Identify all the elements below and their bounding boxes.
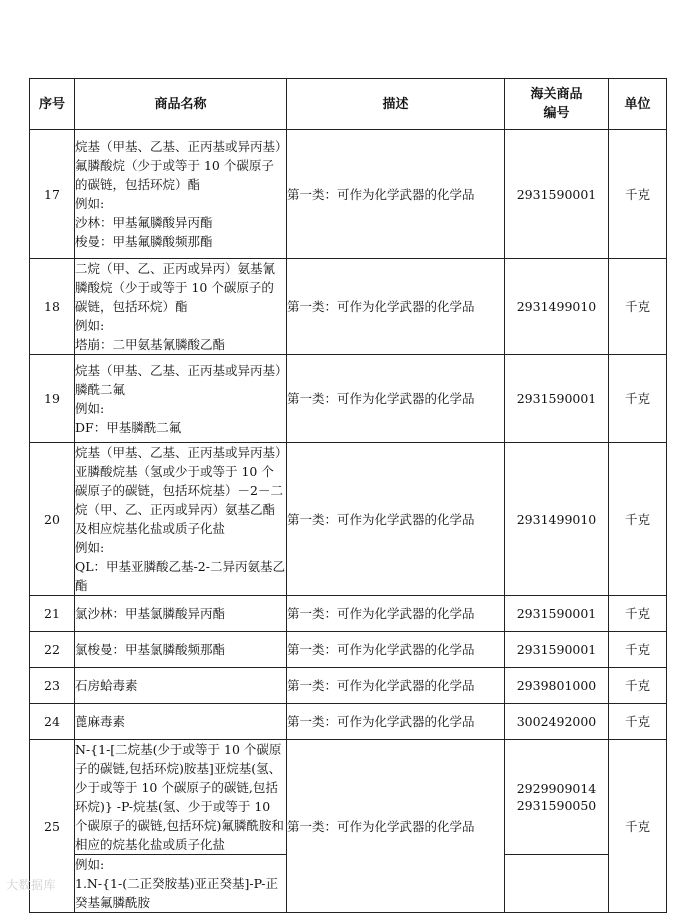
name-line: 例如: [75,196,105,211]
row-unit: 千克 [609,355,667,443]
table-row [30,704,667,740]
row-description: 第一类：可作为化学武器的化学品 [287,596,505,632]
row-index: 19 [30,355,75,443]
row-name [75,740,287,855]
header-name: 商品名称 [75,79,287,130]
name-line: DF：甲基膦酰二氟 [75,419,182,435]
row-description: 第一类：可作为化学武器的化学品 [287,355,505,443]
row-code: 2931499010 [505,443,609,596]
table-row [30,668,667,704]
name-line: 二烷（甲、乙、正丙或异丙）氨基氰膦酸烷（少于或等于 10 个碳原子的碳链，包括环烷）酯 [75,261,276,314]
name-line: 烷基（甲基、乙基、正丙基或异丙基）亚膦酸烷基（氢或少于或等于 10 个碳原子的碳链，包括环烷基）－2－二烷（甲、乙、正丙或异丙）氨基乙酯及相应烷基化盐或质子化盐 [75,445,283,536]
name-line: 例如: [75,400,105,416]
row-name [75,596,287,632]
table-row [30,259,667,355]
name-line: 例如: [75,540,105,555]
row-name [75,704,287,740]
row-code: 2931499010 [505,259,609,355]
name-line: 氯梭曼：甲基氯膦酸频那酯 [75,642,226,657]
row-unit: 千克 [609,596,667,632]
row-code: 2931590001 [505,596,609,632]
row-unit: 千克 [609,740,667,913]
header-code-line-2: 编号 [543,106,570,121]
name-line: 塔崩：二甲氨基氰膦酸乙酯 [75,337,226,352]
row-unit: 千克 [609,668,667,704]
table-row [30,355,667,443]
name-line: 氯沙林：甲基氯膦酸异丙酯 [75,606,226,621]
table-row [30,740,667,855]
row-index: 22 [30,632,75,668]
table-row [30,443,667,596]
row-code [505,740,609,855]
row-unit: 千克 [609,632,667,668]
name-line: 梭曼：甲基氟膦酸频那酯 [75,234,213,249]
row-index: 18 [30,259,75,355]
row-unit: 千克 [609,130,667,259]
row-index: 23 [30,668,75,704]
row-description: 第一类：可作为化学武器的化学品 [287,443,505,596]
name-line: QL：甲基亚膦酸乙基-2-二异丙氨基乙酯 [75,559,285,593]
name-line: 沙林：甲基氟膦酸异丙酯 [75,215,213,230]
row-name [75,632,287,668]
code-line: 2929909014 [516,781,597,796]
row-name [75,668,287,704]
row-unit: 千克 [609,259,667,355]
name-line: 烷基（甲基、乙基、正丙基或异丙基）氟膦酸烷（少于或等于 10 个碳原子的碳链，包括环烷）酯 [75,139,282,192]
row-code: 3002492000 [505,704,609,740]
header-unit: 单位 [609,79,667,130]
name-line: 例如: [75,857,105,872]
commodity-table [29,78,667,913]
name-line: N-{1-[二烷基(少于或等于 10 个碳原子的碳链,包括环烷)胺基]亚烷基(氢、少于或等于 10 个碳原子的碳链,包括环烷)} -P-烷基(氢、少于或等于 10 个碳原子的碳链,包括环烷)氟膦酰胺和相应的烷基化盐或质子化盐 [75,742,284,852]
row-description: 第一类：可作为化学武器的化学品 [287,259,505,355]
row-name [75,259,287,355]
row-name [75,130,287,259]
code-line: 2931590050 [516,798,597,813]
header-code [505,79,609,130]
row-index: 24 [30,704,75,740]
row-index: 21 [30,596,75,632]
name-line: 1.N-{1-(二正癸胺基)亚正癸基]-P-正癸基氟膦酰胺 [75,876,279,910]
row-unit: 千克 [609,704,667,740]
row-description: 第一类：可作为化学武器的化学品 [287,740,505,913]
watermark: 大数据库 [6,878,57,892]
table-row [30,596,667,632]
row-code: 2939801000 [505,668,609,704]
row-unit: 千克 [609,443,667,596]
row-code: 2931590001 [505,632,609,668]
header-description: 描述 [287,79,505,130]
row-description: 第一类：可作为化学武器的化学品 [287,668,505,704]
row-name [75,355,287,443]
name-line: 石房蛤毒素 [75,678,138,693]
row-index: 17 [30,130,75,259]
row-code: 2931590001 [505,130,609,259]
table-row [30,130,667,259]
header-code-line-1: 海关商品 [530,87,583,102]
name-line: 例如: [75,318,105,333]
header-index: 序号 [30,79,75,130]
row-description: 第一类：可作为化学武器的化学品 [287,632,505,668]
row-index: 25 [30,740,75,913]
row-description: 第一类：可作为化学武器的化学品 [287,704,505,740]
table-header-row [30,79,667,130]
table-row [30,632,667,668]
row-index: 20 [30,443,75,596]
name-line: 蓖麻毒素 [75,714,126,729]
row-description: 第一类：可作为化学武器的化学品 [287,130,505,259]
row-name [75,443,287,596]
row-name-example [75,855,287,913]
row-code-empty [505,855,609,913]
row-code: 2931590001 [505,355,609,443]
name-line: 烷基（甲基、乙基、正丙基或异丙基）膦酰二氟 [75,362,282,397]
